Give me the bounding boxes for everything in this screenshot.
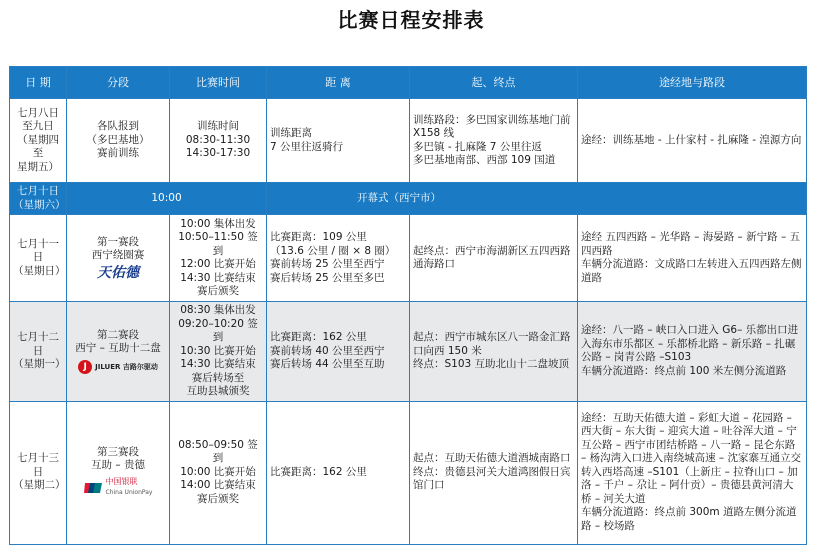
row-time: 08:50–09:50 签到 10:00 比赛开始 14:00 比赛结束 赛后颁奖	[170, 401, 267, 544]
row-points: 起终点：西宁市海湖新区五四西路通海路口	[410, 215, 578, 302]
row-date: 七月十三日 （星期二）	[10, 401, 67, 544]
table-row	[10, 302, 807, 402]
jiluer-mark-icon: J	[78, 360, 92, 374]
row-date: 七月十一日 （星期日）	[10, 215, 67, 302]
page-title: 比赛日程安排表	[337, 8, 485, 32]
row-distance: 训练距离 7 公里往返骑行	[267, 99, 410, 183]
tianyoude-logo: 天佑德	[97, 264, 139, 281]
row-date: 七月八日 至九日 （星期四至 星期五）	[10, 99, 67, 183]
row-distance: 比赛距离：162 公里	[267, 401, 410, 544]
table-row	[10, 401, 807, 544]
opening-event: 开幕式（西宁市）	[267, 183, 807, 215]
opening-time: 10:00	[67, 183, 267, 215]
row-distance: 比赛距离：162 公里 赛前转场 40 公里至西宁 赛后转场 44 公里至互助	[267, 302, 410, 402]
row-route: 途经：八一路 – 峡口入口进入 G6– 乐都出口进入海东市乐都区 – 乐都桥北路 – 新乐路 – 扎碾公路 – 岗青公路 –S103 车辆分流道路：终点前 100 米左侧分流道路	[578, 302, 807, 402]
unionpay-name: 中国银联	[105, 476, 138, 486]
row-time: 训练时间 08:30-11:30 14:30-17:30	[170, 99, 267, 183]
table-row	[10, 99, 807, 183]
opening-row	[10, 183, 807, 215]
header-points: 起、终点	[410, 67, 578, 99]
row-date: 七月十二日 （星期一）	[10, 302, 67, 402]
header-distance: 距 离	[267, 67, 410, 99]
jiluer-logo-text: JILUER 吉路尔驱动	[95, 362, 158, 371]
schedule-table	[9, 66, 807, 545]
row-time: 10:00 集体出发 10:50–11:50 签到 12:00 比赛开始 14:30 比赛结束 赛后颁奖	[170, 215, 267, 302]
header-route: 途经地与路段	[578, 67, 807, 99]
row-segment: 各队报到 （多巴基地） 赛前训练	[67, 99, 170, 183]
row-route: 途经：互助天佑德大道 – 彩虹大道 – 花园路 – 西大街 – 东大街 – 迎宾大道 – 吐谷浑大道 – 宁互公路 – 西宁市团结桥路 – 八一路 – 昆仑东路 – 杨沟湾入口进入南绕城高速 – 沈家寨互通立交转入西塔高速 –S101（上新庄 – 拉脊山口 – 加洛 – 千户 – 尕让 – 阿什贡）– 贵德县黄河清大桥 – 河关大道 车辆分流道路：终点前 300m 道路左侧分流道路 – 校场路	[578, 401, 807, 544]
header-segment: 分段	[67, 67, 170, 99]
row-points: 起点：西宁市城东区八一路金汇路口向西 150 米 终点：S103 互助北山十二盘坡顶	[410, 302, 578, 402]
row-segment: 第三赛段 互助 – 贵德	[91, 445, 145, 472]
unionpay-text	[106, 477, 153, 500]
unionpay-mark-icon	[84, 482, 102, 494]
table-row	[10, 215, 807, 302]
row-route: 途经：训练基地 - 上什家村 - 扎麻隆 - 湟源方向	[578, 99, 807, 183]
header-date: 日 期	[10, 67, 67, 99]
unionpay-subname: China UnionPay	[105, 488, 153, 496]
row-time: 08:30 集体出发 09:20–10:20 签到 10:30 比赛开始 14:30 比赛结束 赛后转场至 互助县城颁奖	[170, 302, 267, 402]
jiluer-logo	[70, 360, 166, 374]
row-route: 途经 五四西路 – 光华路 – 海晏路 – 新宁路 – 五四西路 车辆分流道路：文成路口左转进入五四西路左侧道路	[578, 215, 807, 302]
row-points: 训练路段：多巴国家训练基地门前 X158 线 多巴镇 - 扎麻隆 7 公里往返 多巴基地南部、西部 109 国道	[410, 99, 578, 183]
row-date: 七月十日 （星期六）	[10, 183, 67, 215]
row-segment-cell	[67, 215, 170, 302]
header-time: 比赛时间	[170, 67, 267, 99]
row-distance: 比赛距离：109 公里 （13.6 公里 / 圈 × 8 圈） 赛前转场 25 公里至西宁 赛后转场 25 公里至多巴	[267, 215, 410, 302]
row-points: 起点：互助天佑德大道酒城南路口 终点：贵德县河关大道鸿图假日宾馆门口	[410, 401, 578, 544]
row-segment-cell	[67, 401, 170, 544]
header-row	[10, 67, 807, 99]
row-segment: 第一赛段 西宁绕圈赛	[91, 235, 145, 262]
row-segment-cell	[67, 302, 170, 402]
unionpay-logo	[70, 477, 166, 500]
row-segment: 第二赛段 西宁 – 互助十二盘	[75, 328, 161, 355]
